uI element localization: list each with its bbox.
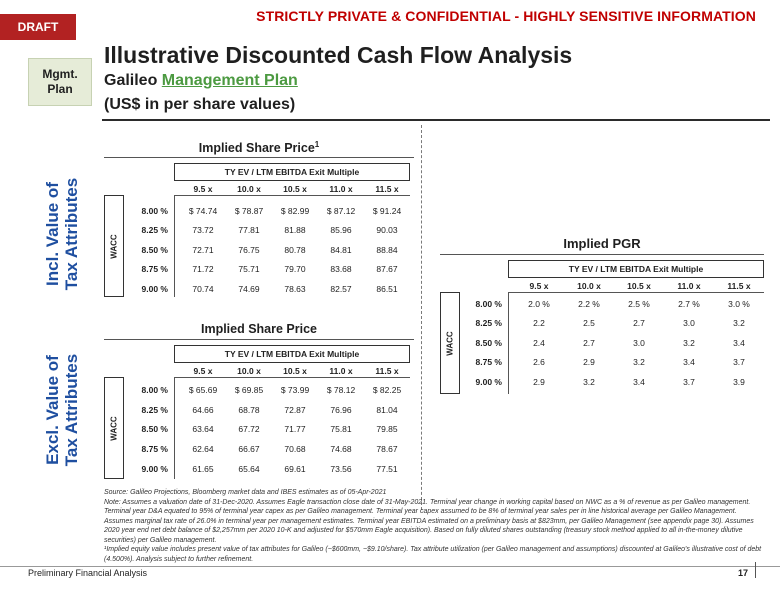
table-row (462, 333, 764, 353)
row-label: 8.75 % (141, 444, 168, 455)
col-header: 11.5 x (727, 281, 751, 291)
table-row (128, 459, 410, 479)
cell: 2.6 (533, 357, 545, 368)
row-label: 9.00 % (141, 283, 168, 294)
cell: 3.9 (733, 376, 745, 387)
col-header: 10.5 x (283, 184, 307, 194)
cell: $ 82.25 (372, 384, 402, 395)
cell: 2.7 (633, 318, 645, 329)
table-row (128, 279, 410, 299)
cell: 3.0 % (728, 298, 750, 309)
cell: $ 74.74 (188, 205, 218, 216)
excl-tax-label (43, 335, 83, 485)
cell: 81.04 (376, 404, 398, 415)
cell: $ 65.69 (188, 384, 218, 395)
table-incl-header: TY EV / LTM EBITDA Exit Multiple (174, 163, 410, 181)
footer-label: Preliminary Financial Analysis (28, 568, 148, 578)
table-row (128, 260, 410, 280)
page-subtitle (104, 72, 298, 90)
row-label: 8.00 % (141, 205, 168, 216)
badge-line1: Mgmt. (42, 67, 78, 81)
col-header: 9.5 x (193, 184, 213, 194)
cell: 73.56 (330, 464, 352, 475)
wacc-label: WACC (445, 330, 455, 356)
confidentiality-banner: STRICTLY PRIVATE & CONFIDENTIAL - HIGHLY SENSITIVE INFORMATION (256, 8, 756, 24)
cell: 83.68 (330, 264, 352, 275)
cell: 2.5 (583, 318, 595, 329)
table-row (462, 314, 764, 334)
row-label: 8.75 % (141, 264, 168, 275)
cell: 74.69 (238, 283, 260, 294)
cell: 2.2 % (578, 298, 600, 309)
cell: $ 78.12 (326, 384, 356, 395)
cell: 88.84 (376, 244, 398, 255)
row-label: 9.00 % (141, 464, 168, 475)
cell: 79.70 (284, 264, 306, 275)
badge-line2: Plan (47, 82, 73, 96)
cell: 2.9 (533, 376, 545, 387)
col-header: 11.0 x (329, 366, 353, 376)
cell: 81.88 (284, 225, 306, 236)
cell: 3.7 (683, 376, 695, 387)
excl-label-line2: Tax Attributes (62, 353, 81, 467)
col-header: 11.5 x (375, 184, 399, 194)
cell: 74.68 (330, 444, 352, 455)
cell: 3.0 (683, 318, 695, 329)
section-divider (421, 125, 422, 510)
cell: 76.96 (330, 404, 352, 415)
cell: 84.81 (330, 244, 352, 255)
table-pgr-columns (514, 281, 764, 291)
units-note: (US$ in per share values) (104, 96, 296, 113)
table-incl-title-text: Implied Share Price (198, 141, 315, 156)
cell: 80.78 (284, 244, 306, 255)
cell: 2.0 % (528, 298, 550, 309)
page-number: 17 (737, 568, 748, 578)
cell: 3.4 (683, 357, 695, 368)
management-plan-link[interactable]: Management Plan (161, 72, 298, 89)
cell: 82.57 (330, 283, 352, 294)
table-pgr-header: TY EV / LTM EBITDA Exit Multiple (508, 260, 764, 278)
cell: 75.81 (330, 424, 352, 435)
cell: 77.51 (376, 464, 398, 475)
cell: 72.71 (192, 244, 214, 255)
row-label: 9.00 % (475, 376, 502, 387)
cell: 2.2 (533, 318, 545, 329)
table-row (128, 400, 410, 420)
table-excl-header: TY EV / LTM EBITDA Exit Multiple (174, 345, 410, 363)
cell: 69.61 (284, 464, 306, 475)
table-excl-columns (180, 366, 410, 376)
incl-label-line2: Tax Attributes (62, 177, 81, 291)
cell: 3.2 (733, 318, 745, 329)
table-row (462, 353, 764, 373)
table-row (128, 240, 410, 260)
table-incl-rule (104, 157, 414, 158)
table-excl-body (128, 380, 410, 479)
cell: 70.74 (192, 283, 214, 294)
cell: 65.64 (238, 464, 260, 475)
col-header: 10.5 x (283, 366, 307, 376)
footer-tick (755, 562, 756, 578)
methodology-note: Note: Assumes a valuation date of 31-Dec-2020. Assumes Eagle transaction close date of 31-May-2021. Terminal year change in working capital based on NWC as a % of revenue as per Galileo management. Terminal year D&A equated to 95% of terminal year capex as per Galileo management. Terminal year capex assumed to be 8% of terminal year sales per in line historical average per Galileo Management. Assumes marginal tax rate of 26.0% in terminal year per management estimates. Terminal year EBITDA estimated on a preliminary basis at $823mm, per Galileo Management (see appendix page 30). Assumes 2020 year end net debt balance of $2,257mm per 2020 10-K and adjusted for $570mm Eagle acquisition). Based on fully diluted shares outstanding (treasury stock method applied to all in-the-money dilutive securities) per Galileo management. (104, 498, 754, 544)
table-incl-wacc (104, 195, 124, 297)
cell: 2.7 (583, 337, 595, 348)
cell: 3.2 (683, 337, 695, 348)
cell: $ 73.99 (280, 384, 310, 395)
table-pgr-rule (440, 254, 764, 255)
cell: 90.03 (376, 225, 398, 236)
cell: 86.51 (376, 283, 398, 294)
table-pgr-title: Implied PGR (563, 236, 641, 251)
table-pgr-body (462, 294, 764, 392)
cell: $ 87.12 (326, 205, 356, 216)
table-row (462, 294, 764, 314)
row-label: 8.00 % (475, 298, 502, 309)
cell: 71.72 (192, 264, 214, 275)
cell: $ 91.24 (372, 205, 402, 216)
cell: 70.68 (284, 444, 306, 455)
row-label: 8.50 % (475, 337, 502, 348)
col-header: 10.0 x (237, 184, 261, 194)
excl-label-line1: Excl. Value of (43, 355, 62, 465)
cell: 2.7 % (678, 298, 700, 309)
col-header: 11.0 x (677, 281, 701, 291)
table-row (462, 372, 764, 392)
cell: 2.4 (533, 337, 545, 348)
row-label: 8.25 % (141, 225, 168, 236)
col-header: 10.0 x (237, 366, 261, 376)
cell: 79.85 (376, 424, 398, 435)
col-header: 9.5 x (193, 366, 213, 376)
cell: 72.87 (284, 404, 306, 415)
cell: 2.5 % (628, 298, 650, 309)
cell: 62.64 (192, 444, 214, 455)
cell: 2.9 (583, 357, 595, 368)
table-row (128, 380, 410, 400)
table-incl-columns (180, 184, 410, 194)
row-label: 8.50 % (141, 424, 168, 435)
table-pgr-wacc (440, 292, 460, 394)
row-label: 8.25 % (141, 404, 168, 415)
cell: $ 78.87 (234, 205, 264, 216)
cell: 85.96 (330, 225, 352, 236)
cell: 66.67 (238, 444, 260, 455)
col-header: 11.5 x (375, 366, 399, 376)
table-incl-title (104, 140, 414, 155)
table-excl-rule (104, 339, 414, 340)
cell: 71.77 (284, 424, 306, 435)
cell: 73.72 (192, 225, 214, 236)
table-row (128, 420, 410, 440)
table-row (128, 201, 410, 221)
table-row (128, 221, 410, 241)
table-row (128, 439, 410, 459)
wacc-label: WACC (109, 415, 119, 441)
row-label: 8.75 % (475, 357, 502, 368)
cell: 67.72 (238, 424, 260, 435)
cell: 76.75 (238, 244, 260, 255)
footnotes (104, 488, 764, 564)
mgmt-plan-badge (28, 58, 92, 106)
cell: 68.78 (238, 404, 260, 415)
cell: 77.81 (238, 225, 260, 236)
cell: 78.67 (376, 444, 398, 455)
table-excl-wacc (104, 377, 124, 479)
subtitle-prefix: Galileo (104, 72, 162, 89)
table-excl-col-rule (174, 377, 410, 378)
title-divider (102, 119, 770, 121)
cell: 78.63 (284, 283, 306, 294)
table-incl-body (128, 201, 410, 299)
cell: 3.2 (583, 376, 595, 387)
cell: 3.7 (733, 357, 745, 368)
table-excl-title: Implied Share Price (200, 322, 318, 336)
cell: 63.64 (192, 424, 214, 435)
cell: $ 69.85 (234, 384, 264, 395)
col-header: 10.5 x (627, 281, 651, 291)
cell: 3.4 (633, 376, 645, 387)
cell: 3.2 (633, 357, 645, 368)
cell: 3.4 (733, 337, 745, 348)
cell: 61.65 (192, 464, 214, 475)
row-label: 8.50 % (141, 244, 168, 255)
draft-badge: DRAFT (0, 14, 76, 40)
footer-divider (0, 566, 780, 567)
incl-label-line1: Incl. Value of (43, 182, 62, 286)
incl-tax-label (43, 159, 83, 309)
col-header: 9.5 x (529, 281, 549, 291)
table-pgr-col-rule (508, 292, 764, 293)
footnote-marker: 1 (314, 140, 320, 149)
row-label: 8.00 % (141, 384, 168, 395)
col-header: 11.0 x (329, 184, 353, 194)
cell: $ 82.99 (280, 205, 310, 216)
cell: 75.71 (238, 264, 260, 275)
tax-attribute-footnote: ¹Implied equity value includes present value of tax attributes for Galileo (~$600mm, ~$9.10/share). Tax attribute utilization (per Galileo management and assumptions) discounted at Galileo's illustrative cost of debt (4.500%). Analysis subject to further refinement. (104, 546, 762, 563)
cell: 87.67 (376, 264, 398, 275)
table-incl-col-rule (174, 195, 410, 196)
cell: 3.0 (633, 337, 645, 348)
wacc-label: WACC (109, 233, 119, 259)
source-note: Source: Galileo Projections, Bloomberg market data and IBES estimates as of 05-Apr-2021 (104, 489, 387, 496)
row-label: 8.25 % (475, 318, 502, 329)
col-header: 10.0 x (577, 281, 601, 291)
cell: 64.66 (192, 404, 214, 415)
page-title: Illustrative Discounted Cash Flow Analysis (104, 42, 573, 68)
